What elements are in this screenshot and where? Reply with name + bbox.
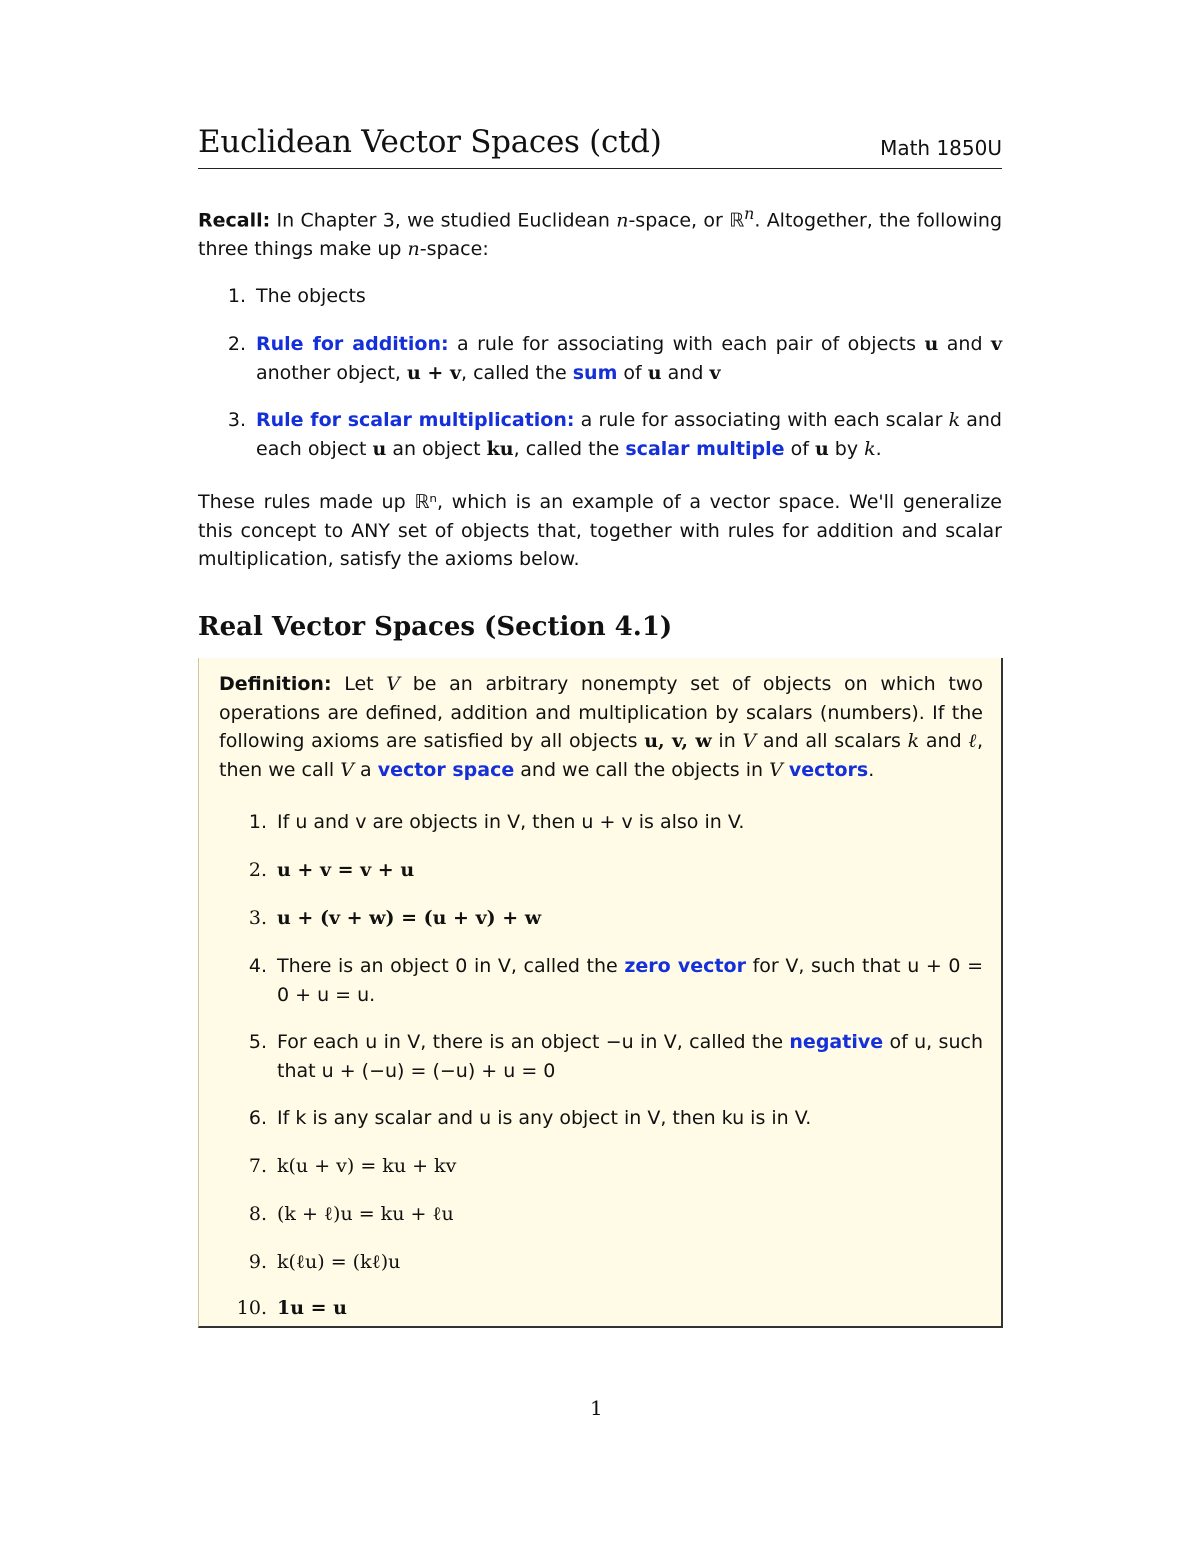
definition-paragraph: Definition: Let V be an arbitrary nonempty set of objects on which two operations are defined, addition and multiplication by scalars (numbers). If the following axioms are satisfied by all objects u, v, w in V and all scalars k and ℓ, then we call V a vector space and we call the objects in V vectors. bbox=[219, 673, 983, 781]
axiom-text: u + (v + w) = (u + v) + w bbox=[277, 907, 542, 929]
axiom-text: (k + ℓ)u = ku + ℓu bbox=[277, 1203, 454, 1225]
axiom-number: 7. bbox=[248, 1155, 267, 1177]
axiom-number: 3. bbox=[248, 907, 267, 929]
term-scalar-multiple: scalar multiple bbox=[625, 437, 785, 460]
page-title: Euclidean Vector Spaces (ctd) bbox=[198, 124, 662, 160]
recall-text: . Altogether, the following three things make up bbox=[198, 209, 1002, 260]
axiom-number: 5. bbox=[248, 1031, 267, 1053]
section-heading: Real Vector Spaces (Section 4.1) bbox=[198, 612, 673, 642]
recall-paragraph bbox=[198, 200, 1002, 263]
term-vectors: vectors bbox=[788, 758, 869, 781]
axiom-number: 8. bbox=[248, 1203, 267, 1225]
axiom-number: 4. bbox=[248, 955, 267, 977]
page-number: 1 bbox=[590, 1396, 603, 1420]
axiom-text: If u and v are objects in V, then u + v is also in V. bbox=[277, 811, 745, 833]
definition-box bbox=[198, 658, 1003, 1328]
definition-label: Definition: bbox=[219, 673, 332, 695]
axiom-text: For each u in V, there is an object −u in V, called the negative of u, such that u + (−u) = (−u) + u = 0 bbox=[277, 1031, 983, 1082]
term-vector-space: vector space bbox=[377, 758, 515, 781]
recall-text: In Chapter 3, we studied Euclidean bbox=[270, 209, 617, 232]
list-text: The objects bbox=[256, 285, 366, 307]
axiom-text: u + v = v + u bbox=[277, 859, 415, 881]
term-negative: negative bbox=[789, 1031, 884, 1053]
generalize-paragraph: These rules made up ℝⁿ, which is an example of a vector space. We'll generalize this concept to ANY set of objects that, together with rules for addition and scalar multiplication, satisfy the axioms below. bbox=[198, 491, 1002, 570]
recall-text: -space: bbox=[419, 237, 489, 260]
recall-text: -space, or ℝ bbox=[628, 209, 745, 232]
list-number: 3. bbox=[227, 409, 246, 431]
recall-label: Recall: bbox=[198, 209, 271, 232]
list-text: Rule for scalar multiplication: a rule for associating with each scalar k and each object u an object ku, called the scalar multiple of u by k. bbox=[256, 409, 1002, 460]
axiom-text: If k is any scalar and u is any object in V, then ku is in V. bbox=[277, 1107, 812, 1129]
axiom-number: 6. bbox=[248, 1107, 267, 1129]
axiom-number: 10. bbox=[236, 1297, 267, 1319]
axiom-text: k(ℓu) = (kℓ)u bbox=[277, 1251, 401, 1273]
axiom-number: 9. bbox=[248, 1251, 267, 1273]
term-sum: sum bbox=[572, 361, 618, 384]
axiom-text: k(u + v) = ku + kv bbox=[277, 1155, 457, 1177]
term-zero-vector: zero vector bbox=[624, 955, 746, 977]
rule-label: Rule for scalar multiplication: bbox=[256, 409, 575, 431]
list-text: Rule for addition: a rule for associating with each pair of objects u and v another object, u + v, called the sum of u and v bbox=[256, 333, 1002, 384]
rule-label: Rule for addition: bbox=[256, 333, 449, 355]
course-code: Math 1850U bbox=[880, 136, 1002, 160]
axiom-text: 1u = u bbox=[277, 1297, 347, 1319]
math-n: n bbox=[407, 237, 420, 260]
list-number: 2. bbox=[227, 333, 246, 355]
page-header bbox=[198, 124, 1002, 169]
math-n: n bbox=[616, 209, 629, 232]
axiom-number: 1. bbox=[248, 811, 267, 833]
axiom-text: There is an object 0 in V, called the zero vector for V, such that u + 0 = 0 + u = u. bbox=[277, 955, 984, 1006]
axiom-number: 2. bbox=[248, 859, 267, 881]
math-sup: n bbox=[744, 204, 755, 223]
list-number: 1. bbox=[227, 285, 246, 307]
